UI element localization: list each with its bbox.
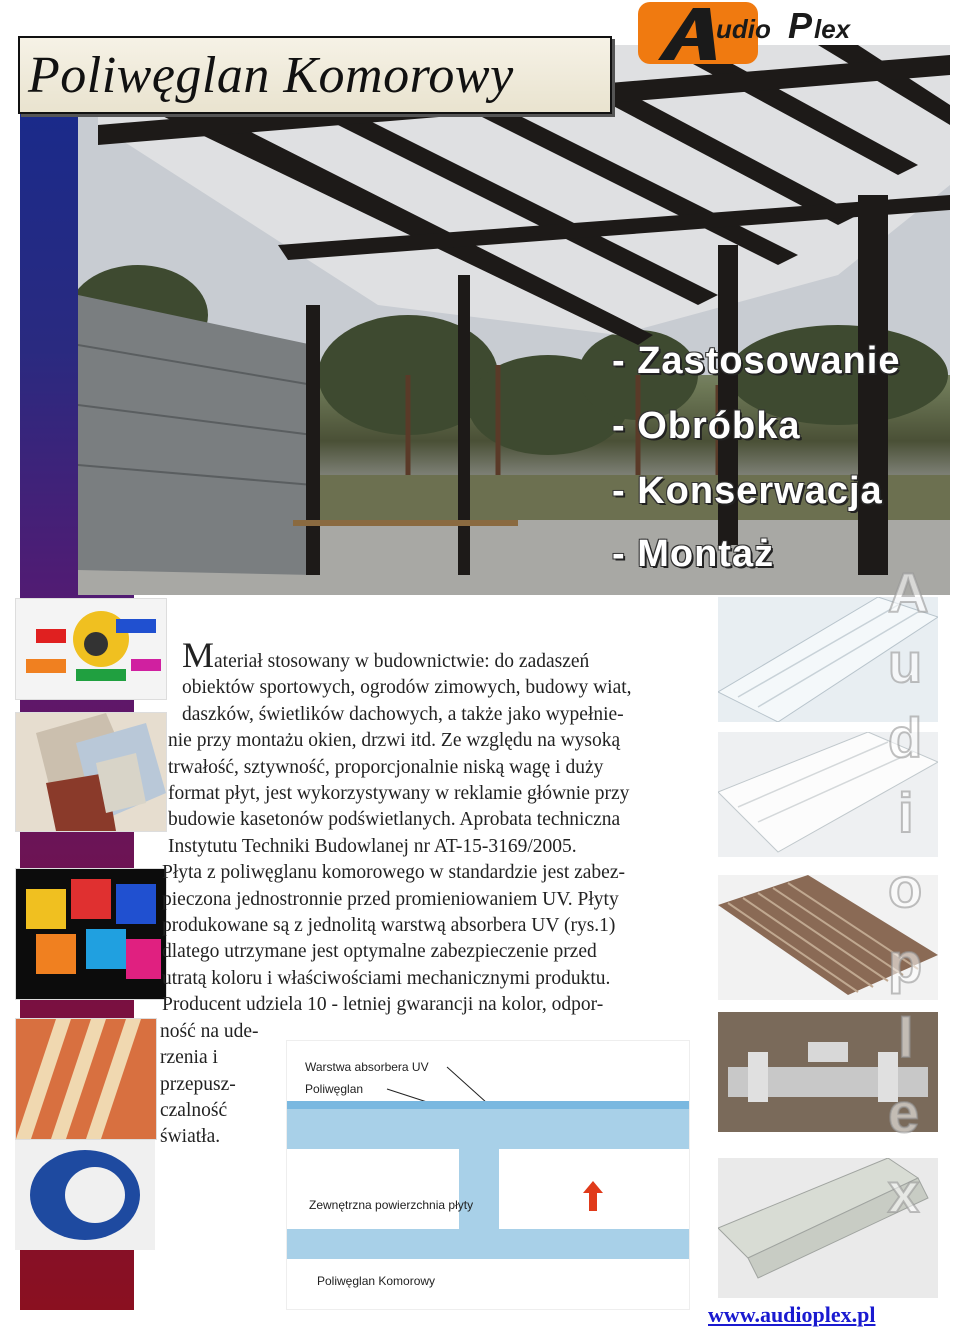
top-wall: [287, 1109, 689, 1149]
watermark-letter: x: [888, 1161, 920, 1224]
body-line: Producent udziela 10 - letniej gwarancji na kolor, odpor-: [162, 994, 604, 1016]
diagram-label-uv: Warstwa absorbera UV: [305, 1060, 429, 1074]
menu-item-montaz: - Montaż: [612, 533, 775, 575]
body-line: nie przy montażu okien, drzwi itd. Ze względu na wysoką: [168, 730, 621, 752]
watermark-letter: d: [888, 706, 923, 769]
uv-layer: [287, 1101, 689, 1109]
website-link[interactable]: www.audioplex.pl: [708, 1302, 876, 1327]
rib: [459, 1149, 499, 1229]
menu-item-obrobka: - Obróbka: [612, 405, 801, 447]
thumb-polycarbonate-edges: [15, 1018, 157, 1140]
body-line: czalność: [160, 1099, 228, 1121]
uv-layer-diagram: [286, 1040, 690, 1310]
thumb-colored-squares: [15, 868, 167, 1000]
body-line: utratą koloru i właściwościami mechanicznymi produktu.: [162, 967, 611, 989]
watermark-letter: o: [888, 856, 923, 919]
body-line: pieczona jednostronnie przed promieniowaniem UV. Płyty: [162, 888, 619, 910]
thumb-sheets: [15, 712, 167, 832]
diagram-label-caption: Poliwęglan Komorowy: [317, 1274, 436, 1288]
watermark-letter: e: [888, 1081, 920, 1144]
svg-text:udio: udio: [716, 14, 771, 44]
drop-cap: M: [182, 635, 215, 675]
watermark-letter: u: [888, 631, 923, 694]
body-line: Płyta z poliwęglanu komorowego w standardzie jest zabez-: [162, 862, 625, 884]
body-line: ność na ude-: [160, 1020, 259, 1042]
diagram-label-surface: Zewnętrzna powierzchnia płyty: [309, 1198, 474, 1212]
diagram-label-poly: Poliwęglan: [305, 1082, 364, 1096]
thumb-colored-parts: [15, 598, 167, 700]
body-line: dlatego utrzymane jest optymalne zabezpieczenie przed: [162, 941, 597, 963]
body-line: przepusz-: [160, 1073, 236, 1095]
body-line: produkowane są z jednolitą warstwą absorbera UV (rys.1): [162, 915, 616, 937]
watermark-letter: i: [898, 781, 914, 844]
body-line: trwałość, sztywność, proporcjonalnie niską wagę i duży: [168, 756, 604, 778]
menu-item-zastosowanie: - Zastosowanie: [612, 340, 901, 382]
watermark-letter: l: [898, 1006, 914, 1069]
audioplex-logo: [638, 2, 956, 64]
body-line: obiektów sportowych, ogrodów zimowych, budowy wiat,: [182, 677, 632, 699]
svg-text:P: P: [788, 5, 813, 46]
body-line: daszków, świetlików dachowych, a także jako wypełnie-: [182, 703, 624, 725]
body-line: format płyt, jest wykorzystywany w reklamie głównie przy: [168, 783, 630, 805]
watermark-letter: A: [888, 561, 929, 624]
arrow-up-icon: [583, 1181, 603, 1211]
body-line: Instytutu Techniki Budowlanej nr AT-15-3169/2005.: [168, 835, 577, 857]
thumb-blue-tube: [15, 1140, 155, 1250]
bottom-wall: [287, 1229, 689, 1259]
body-line: rzenia i: [160, 1047, 218, 1069]
page-title: Poliwęglan Komorowy: [28, 47, 514, 104]
body-line: światła.: [160, 1126, 221, 1148]
menu-item-konserwacja: - Konserwacja: [612, 470, 883, 512]
body-line-1: Materiał stosowany w budownictwie: do zadaszeń: [182, 635, 590, 675]
body-line: budowie kasetonów podświetlanych. Aprobata techniczna: [168, 809, 621, 831]
watermark-letter: p: [888, 931, 923, 994]
svg-text:lex: lex: [814, 14, 851, 44]
